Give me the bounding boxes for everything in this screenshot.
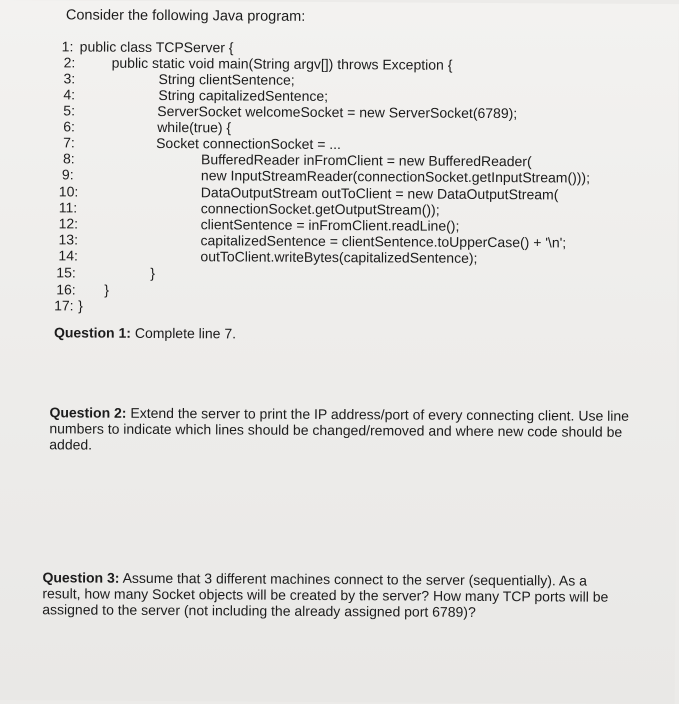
line-number: 10:	[58, 183, 79, 200]
line-number: 9:	[61, 166, 74, 183]
question-3	[42, 569, 622, 621]
code-text: capitalizedSentence = clientSentence.toUpperCase() + '\n';	[200, 232, 567, 251]
code-text: }	[150, 264, 156, 281]
question-text: Complete line 7.	[130, 324, 237, 342]
code-text: Socket connectionSocket = ...	[156, 134, 342, 153]
code-text: DataOutputStream outToClient = new DataOutputStream(	[200, 184, 559, 203]
line-number: 17:	[54, 297, 74, 314]
code-text: public class TCPServer {	[79, 38, 234, 56]
code-text: BufferedReader inFromClient = new BufferedReader(	[200, 151, 532, 170]
line-number: 4:	[63, 86, 76, 103]
intro-text: Consider the following Java program:	[65, 7, 306, 25]
code-text: public static void main(String argv[]) throws Exception {	[111, 54, 453, 73]
line-number: 7:	[63, 134, 75, 151]
code-text: while(true) {	[157, 118, 232, 136]
line-number: 2:	[63, 54, 76, 71]
code-text: }	[104, 281, 109, 298]
code-text: new InputStreamReader(connectionSocket.getInputStream()));	[200, 167, 591, 186]
question-text: Assume that 3 different machines connect to the server (sequentially). As a result, how many Socket objects will be created by the server? How many TCP ports will be assigned to the server (not including the already assigned port 6789)?	[42, 569, 609, 620]
line-number: 11:	[58, 199, 78, 216]
line-number: 8:	[62, 150, 75, 167]
question-label: Question 3:	[42, 569, 120, 586]
line-number: 5:	[63, 102, 76, 119]
question-1	[54, 324, 634, 344]
line-number: 15:	[56, 264, 76, 281]
code-text: String clientSentence;	[158, 70, 295, 88]
line-number: 3:	[63, 70, 76, 87]
line-number: 16:	[56, 281, 76, 298]
code-text: String capitalizedSentence;	[158, 86, 329, 105]
question-2	[49, 404, 629, 456]
line-number: 6:	[63, 118, 75, 135]
code-text: clientSentence = inFromClient.readLine();	[200, 216, 460, 234]
line-number: 13:	[58, 231, 79, 248]
question-label: Question 2:	[49, 404, 127, 421]
question-label: Question 1:	[53, 324, 132, 341]
code-text: ServerSocket welcomeSocket = new ServerSocket(6789);	[157, 102, 518, 122]
line-number: 1:	[61, 38, 74, 55]
code-text: connectionSocket.getOutputStream());	[200, 200, 440, 218]
question-text: Extend the server to print the IP address/port of every connecting client. Use line numbers to indicate which lines should be changed/removed and where new code should be added.	[49, 404, 630, 453]
line-number: 12:	[58, 215, 79, 232]
code-text: outToClient.writeBytes(capitalizedSentence);	[200, 248, 478, 266]
line-number: 14:	[58, 247, 78, 264]
code-text: }	[78, 297, 83, 314]
